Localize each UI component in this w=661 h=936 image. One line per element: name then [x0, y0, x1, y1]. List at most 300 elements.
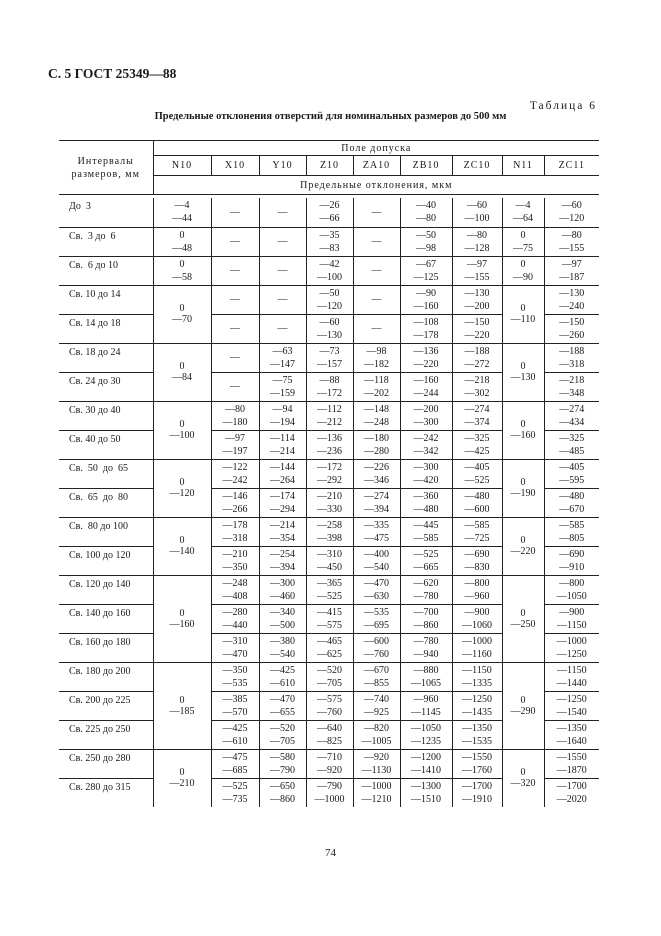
deviation-value: — — [371, 236, 382, 247]
value-cell — [544, 401, 599, 430]
deviation-value: —83 — [319, 242, 340, 254]
value-cell — [353, 720, 400, 749]
deviation-value: —434 — [559, 416, 585, 428]
deviation-value: —394 — [270, 561, 295, 573]
deviation-value: —705 — [270, 735, 295, 747]
deviation-value: —405 — [464, 461, 490, 473]
deviation-value: —160 — [169, 618, 195, 630]
deviation-value: —800 — [464, 577, 490, 589]
value-cell — [211, 546, 259, 575]
value-cell — [502, 517, 544, 575]
deviation-value: —408 — [222, 590, 248, 602]
deviation-value: — — [371, 323, 382, 334]
deviation-value: —274 — [464, 403, 490, 415]
value-cell — [400, 285, 452, 314]
deviation-value: —350 — [222, 561, 248, 573]
column-header: ZC10 — [452, 156, 502, 176]
table-row — [59, 459, 599, 488]
deviation-value: —210 — [317, 490, 342, 502]
column-header: Z10 — [306, 156, 353, 176]
value-cell — [502, 256, 544, 285]
deviation-value: 0 — [520, 419, 526, 430]
size-interval: Св. 10 до 14 — [59, 285, 153, 314]
value-cell — [211, 575, 259, 604]
deviation-value: —50 — [319, 287, 340, 299]
deviation-value: —212 — [317, 416, 342, 428]
deviation-value: —250 — [510, 618, 536, 630]
deviation-value: —190 — [510, 488, 536, 499]
deviation-value: —1250 — [556, 648, 587, 660]
deviation-value: —1200 — [411, 751, 441, 763]
value-cell — [544, 778, 599, 807]
deviation-value: —820 — [364, 722, 389, 734]
deviation-value: —202 — [364, 387, 389, 399]
deviation-value: —585 — [413, 532, 439, 544]
table-row — [59, 227, 599, 256]
deviation-value: 0 — [520, 607, 526, 619]
deviation-value: —1150 — [556, 664, 587, 676]
deviation-value: —114 — [270, 432, 295, 444]
deviation-value: — — [371, 265, 382, 276]
value-cell — [211, 372, 259, 401]
value-cell — [452, 372, 502, 401]
value-cell — [400, 633, 452, 662]
value-cell — [353, 517, 400, 546]
deviation-value: —40 — [416, 200, 436, 212]
size-interval: Св. 120 до 140 — [59, 575, 153, 604]
deviation-value: —2020 — [556, 793, 587, 805]
deviation-value: —160 — [510, 430, 536, 441]
deviation-value: —1550 — [556, 751, 587, 763]
deviation-value: —88 — [319, 374, 340, 386]
value-cell — [452, 662, 502, 691]
deviation-value: —342 — [413, 445, 439, 457]
deviation-value: — — [230, 236, 240, 247]
deviation-value: —35 — [319, 229, 340, 241]
deviation-value: —294 — [270, 503, 295, 515]
value-cell — [452, 575, 502, 604]
deviation-value: —50 — [416, 229, 436, 241]
deviation-value: —525 — [317, 590, 342, 602]
value-cell — [544, 662, 599, 691]
value-cell — [544, 604, 599, 633]
value-cell — [306, 720, 353, 749]
value-cell — [400, 604, 452, 633]
column-header: N10 — [153, 156, 211, 176]
deviation-value: —218 — [559, 374, 585, 386]
deviation-value: —73 — [319, 345, 340, 357]
value-cell — [211, 749, 259, 778]
deviation-value: —580 — [270, 751, 295, 763]
deviation-value: —1250 — [556, 693, 587, 705]
deviation-value: —254 — [270, 548, 295, 560]
deviation-value: —90 — [416, 287, 436, 299]
value-cell — [400, 691, 452, 720]
deviation-value: 0 — [520, 477, 526, 488]
deviation-value: —910 — [559, 561, 585, 573]
deviation-value: —4 — [174, 200, 190, 212]
deviation-value: —398 — [317, 532, 342, 544]
value-cell — [544, 633, 599, 662]
deviation-value: —318 — [559, 358, 585, 370]
deviation-value: —1210 — [361, 793, 392, 805]
deviation-value: —100 — [464, 213, 490, 225]
value-cell — [502, 662, 544, 749]
value-cell — [306, 488, 353, 517]
value-cell — [211, 662, 259, 691]
deviation-value: —830 — [464, 561, 490, 573]
value-cell — [502, 227, 544, 256]
deviation-value: —600 — [464, 503, 490, 515]
deviation-value: —570 — [222, 706, 248, 718]
value-cell — [353, 604, 400, 633]
deviation-value: —94 — [272, 403, 293, 415]
deviation-value: —1000 — [361, 780, 392, 792]
deviation-value: —218 — [464, 374, 490, 386]
deviation-value: —187 — [559, 271, 585, 283]
deviation-value: —685 — [222, 764, 248, 776]
value-cell — [452, 285, 502, 314]
value-cell — [502, 401, 544, 459]
value-cell — [353, 401, 400, 430]
value-cell — [259, 604, 306, 633]
value-cell — [452, 401, 502, 430]
value-cell — [400, 314, 452, 343]
deviation-value: 0 — [179, 767, 185, 779]
table-row — [59, 575, 599, 604]
deviation-value: —1000 — [462, 635, 492, 647]
value-cell — [153, 198, 211, 227]
deviation-value: —405 — [559, 461, 585, 473]
value-cell — [502, 198, 544, 227]
deviation-value: —148 — [364, 403, 389, 415]
deviation-value: —180 — [364, 432, 389, 444]
value-cell — [353, 227, 400, 256]
deviation-value: 0 — [179, 303, 185, 314]
deviation-table — [59, 140, 599, 807]
deviation-value: —670 — [559, 503, 585, 515]
value-cell — [502, 285, 544, 343]
deviation-value: —346 — [364, 474, 389, 486]
deviation-value: —70 — [172, 314, 192, 325]
deviation-value: —630 — [364, 590, 389, 602]
deviation-value: —1640 — [556, 735, 587, 747]
deviation-value: —1150 — [462, 664, 492, 676]
deviation-value: —108 — [413, 316, 439, 328]
deviation-value: — — [277, 265, 288, 276]
value-cell — [452, 198, 502, 227]
deviation-value: —220 — [413, 358, 439, 370]
value-cell — [544, 285, 599, 314]
deviation-value: —655 — [270, 706, 295, 718]
value-cell — [400, 343, 452, 372]
value-cell — [153, 256, 211, 285]
deviation-value: —125 — [413, 271, 439, 283]
deviation-value: —97 — [225, 432, 245, 444]
deviation-value: — — [277, 323, 288, 334]
value-cell — [211, 691, 259, 720]
value-cell — [452, 314, 502, 343]
deviation-value: —960 — [413, 693, 439, 705]
value-cell — [153, 662, 211, 749]
deviation-value: —740 — [364, 693, 389, 705]
deviation-value: 0 — [520, 258, 526, 270]
value-cell — [259, 720, 306, 749]
deviation-value: —120 — [169, 488, 195, 499]
deviation-value: 0 — [179, 477, 185, 488]
deviation-value: —60 — [561, 200, 582, 212]
deviation-value: —157 — [317, 358, 342, 370]
deviation-value: —365 — [317, 577, 342, 589]
value-cell — [353, 691, 400, 720]
value-cell — [544, 720, 599, 749]
deviation-value: — — [230, 294, 240, 305]
value-cell — [400, 430, 452, 459]
deviation-value: —64 — [513, 213, 533, 225]
value-cell — [353, 285, 400, 314]
value-cell — [211, 430, 259, 459]
value-cell — [544, 575, 599, 604]
table-row — [59, 343, 599, 372]
table-row — [59, 285, 599, 314]
value-cell — [452, 546, 502, 575]
deviation-value: —80 — [467, 229, 487, 241]
value-cell — [259, 662, 306, 691]
deviation-value: —600 — [364, 635, 389, 647]
value-cell — [153, 517, 211, 575]
value-cell — [259, 575, 306, 604]
deviation-value: —525 — [464, 474, 490, 486]
value-cell — [306, 256, 353, 285]
value-cell — [353, 662, 400, 691]
value-cell — [353, 488, 400, 517]
size-interval: Св. 65 до 80 — [59, 488, 153, 517]
deviation-value: —790 — [317, 780, 342, 792]
deviation-value: —194 — [270, 416, 295, 428]
deviation-value: —640 — [317, 722, 342, 734]
value-cell — [259, 430, 306, 459]
value-cell — [259, 198, 306, 227]
value-cell — [544, 343, 599, 372]
deviation-value: —44 — [172, 213, 192, 225]
value-cell — [211, 488, 259, 517]
deviation-value: 0 — [520, 229, 526, 241]
value-cell — [259, 749, 306, 778]
deviation-value: — — [230, 323, 240, 334]
value-cell — [306, 227, 353, 256]
value-cell — [452, 343, 502, 372]
deviation-value: —470 — [222, 648, 248, 660]
deviation-value: —470 — [270, 693, 295, 705]
deviation-value: —280 — [364, 445, 389, 457]
deviation-value: —155 — [559, 242, 585, 254]
value-cell — [544, 517, 599, 546]
deviation-value: —100 — [169, 430, 195, 441]
value-cell — [452, 749, 502, 778]
deviation-value: —100 — [317, 271, 342, 283]
table-label: Таблица 6 — [529, 100, 597, 112]
deviation-value: 0 — [179, 258, 185, 270]
deviation-value: —520 — [270, 722, 295, 734]
deviation-value: —394 — [364, 503, 389, 515]
deviation-value: — — [230, 381, 240, 392]
deviation-value: —26 — [319, 200, 340, 212]
deviation-value: —465 — [317, 635, 342, 647]
value-cell — [306, 633, 353, 662]
deviation-value: —330 — [317, 503, 342, 515]
deviation-value: —112 — [317, 403, 342, 415]
value-cell — [211, 198, 259, 227]
deviation-value: —1065 — [411, 677, 441, 689]
deviation-value: —290 — [510, 705, 536, 717]
value-cell — [153, 459, 211, 517]
size-interval: Св. 140 до 160 — [59, 604, 153, 633]
value-cell — [259, 314, 306, 343]
deviation-value: —1535 — [462, 735, 492, 747]
deviation-value: — — [230, 352, 240, 363]
value-cell — [306, 343, 353, 372]
deviation-value: —244 — [413, 387, 439, 399]
deviation-value: —150 — [559, 316, 585, 328]
deviation-value: —700 — [413, 606, 439, 618]
deviation-value: —325 — [464, 432, 490, 444]
deviation-value: —650 — [270, 780, 295, 792]
deviation-value: —160 — [413, 300, 439, 312]
value-cell — [153, 343, 211, 401]
value-cell — [211, 604, 259, 633]
deviation-value: —1440 — [556, 677, 587, 689]
deviation-value: —705 — [317, 677, 342, 689]
deviation-value: —595 — [559, 474, 585, 486]
deviation-value: —242 — [413, 432, 439, 444]
table-row — [59, 749, 599, 778]
deviation-value: —780 — [413, 590, 439, 602]
value-cell — [452, 227, 502, 256]
deviation-value: —825 — [317, 735, 342, 747]
deviation-value: —130 — [317, 329, 342, 341]
value-cell — [400, 227, 452, 256]
deviation-value: —350 — [222, 664, 248, 676]
deviation-value: —197 — [222, 445, 248, 457]
value-cell — [259, 517, 306, 546]
size-interval: Св. 250 до 280 — [59, 749, 153, 778]
deviation-value: —240 — [559, 300, 585, 312]
deviation-value: —122 — [222, 461, 248, 473]
value-cell — [306, 575, 353, 604]
value-cell — [353, 256, 400, 285]
deviation-value: —318 — [222, 532, 248, 544]
deviation-value: —60 — [319, 316, 340, 328]
deviation-value: —960 — [464, 590, 490, 602]
value-cell — [400, 720, 452, 749]
value-cell — [259, 343, 306, 372]
value-cell — [211, 633, 259, 662]
deviation-value: 0 — [520, 361, 526, 372]
deviation-value: —302 — [464, 387, 490, 399]
deviation-value: —200 — [413, 403, 439, 415]
value-cell — [452, 604, 502, 633]
deviation-value: —1000 — [314, 793, 345, 805]
value-cell — [211, 227, 259, 256]
size-interval: Св. 40 до 50 — [59, 430, 153, 459]
deviation-value: —625 — [317, 648, 342, 660]
deviation-value: —325 — [559, 432, 585, 444]
deviation-value: —1870 — [556, 764, 587, 776]
deviation-value: —920 — [317, 764, 342, 776]
deviation-value: —226 — [364, 461, 389, 473]
deviation-value: —450 — [317, 561, 342, 573]
column-header: ZA10 — [353, 156, 400, 176]
deviation-value: —58 — [172, 271, 192, 283]
deviation-value: —48 — [172, 242, 192, 254]
deviation-value: —354 — [270, 532, 295, 544]
deviation-value: —735 — [222, 793, 248, 805]
size-interval: Св. 200 до 225 — [59, 691, 153, 720]
deviation-value: —1250 — [462, 693, 492, 705]
deviation-value: —1550 — [462, 751, 492, 763]
deviation-value: —172 — [317, 387, 342, 399]
deviation-value: —925 — [364, 706, 389, 718]
value-cell — [306, 546, 353, 575]
value-cell — [353, 314, 400, 343]
value-cell — [259, 372, 306, 401]
size-interval: Св. 6 до 10 — [59, 256, 153, 285]
deviation-value: —900 — [559, 606, 585, 618]
deviation-value: —178 — [222, 519, 248, 531]
deviation-value: —445 — [413, 519, 439, 531]
deviation-value: —174 — [270, 490, 295, 502]
deviation-value: —280 — [222, 606, 248, 618]
deviation-value: —210 — [169, 778, 195, 790]
value-cell — [353, 575, 400, 604]
deviation-value: —520 — [317, 664, 342, 676]
value-cell — [211, 285, 259, 314]
value-cell — [211, 720, 259, 749]
value-cell — [544, 198, 599, 227]
value-cell — [452, 720, 502, 749]
value-cell — [353, 546, 400, 575]
deviation-value: —540 — [270, 648, 295, 660]
deviation-value: 0 — [520, 767, 526, 779]
value-cell — [153, 749, 211, 807]
deviation-value: —480 — [413, 503, 439, 515]
deviation-header: Предельные отклонения, мкм — [153, 176, 599, 195]
value-cell — [452, 633, 502, 662]
deviation-value: —1000 — [556, 635, 587, 647]
deviation-value: —236 — [317, 445, 342, 457]
deviation-value: —610 — [270, 677, 295, 689]
value-cell — [452, 459, 502, 488]
value-cell — [259, 256, 306, 285]
value-cell — [211, 401, 259, 430]
deviation-value: —1005 — [361, 735, 392, 747]
deviation-value: —525 — [413, 548, 439, 560]
value-cell — [400, 256, 452, 285]
value-cell — [400, 459, 452, 488]
size-interval: Св. 100 до 120 — [59, 546, 153, 575]
deviation-value: —210 — [222, 548, 248, 560]
column-header: Y10 — [259, 156, 306, 176]
value-cell — [544, 430, 599, 459]
deviation-value: —1700 — [556, 780, 587, 792]
deviation-value: —540 — [364, 561, 389, 573]
value-cell — [452, 691, 502, 720]
deviation-value: 0 — [179, 607, 185, 619]
value-cell — [452, 430, 502, 459]
deviation-value: —1700 — [462, 780, 492, 792]
deviation-value: —1060 — [462, 619, 492, 631]
deviation-value: —200 — [464, 300, 490, 312]
